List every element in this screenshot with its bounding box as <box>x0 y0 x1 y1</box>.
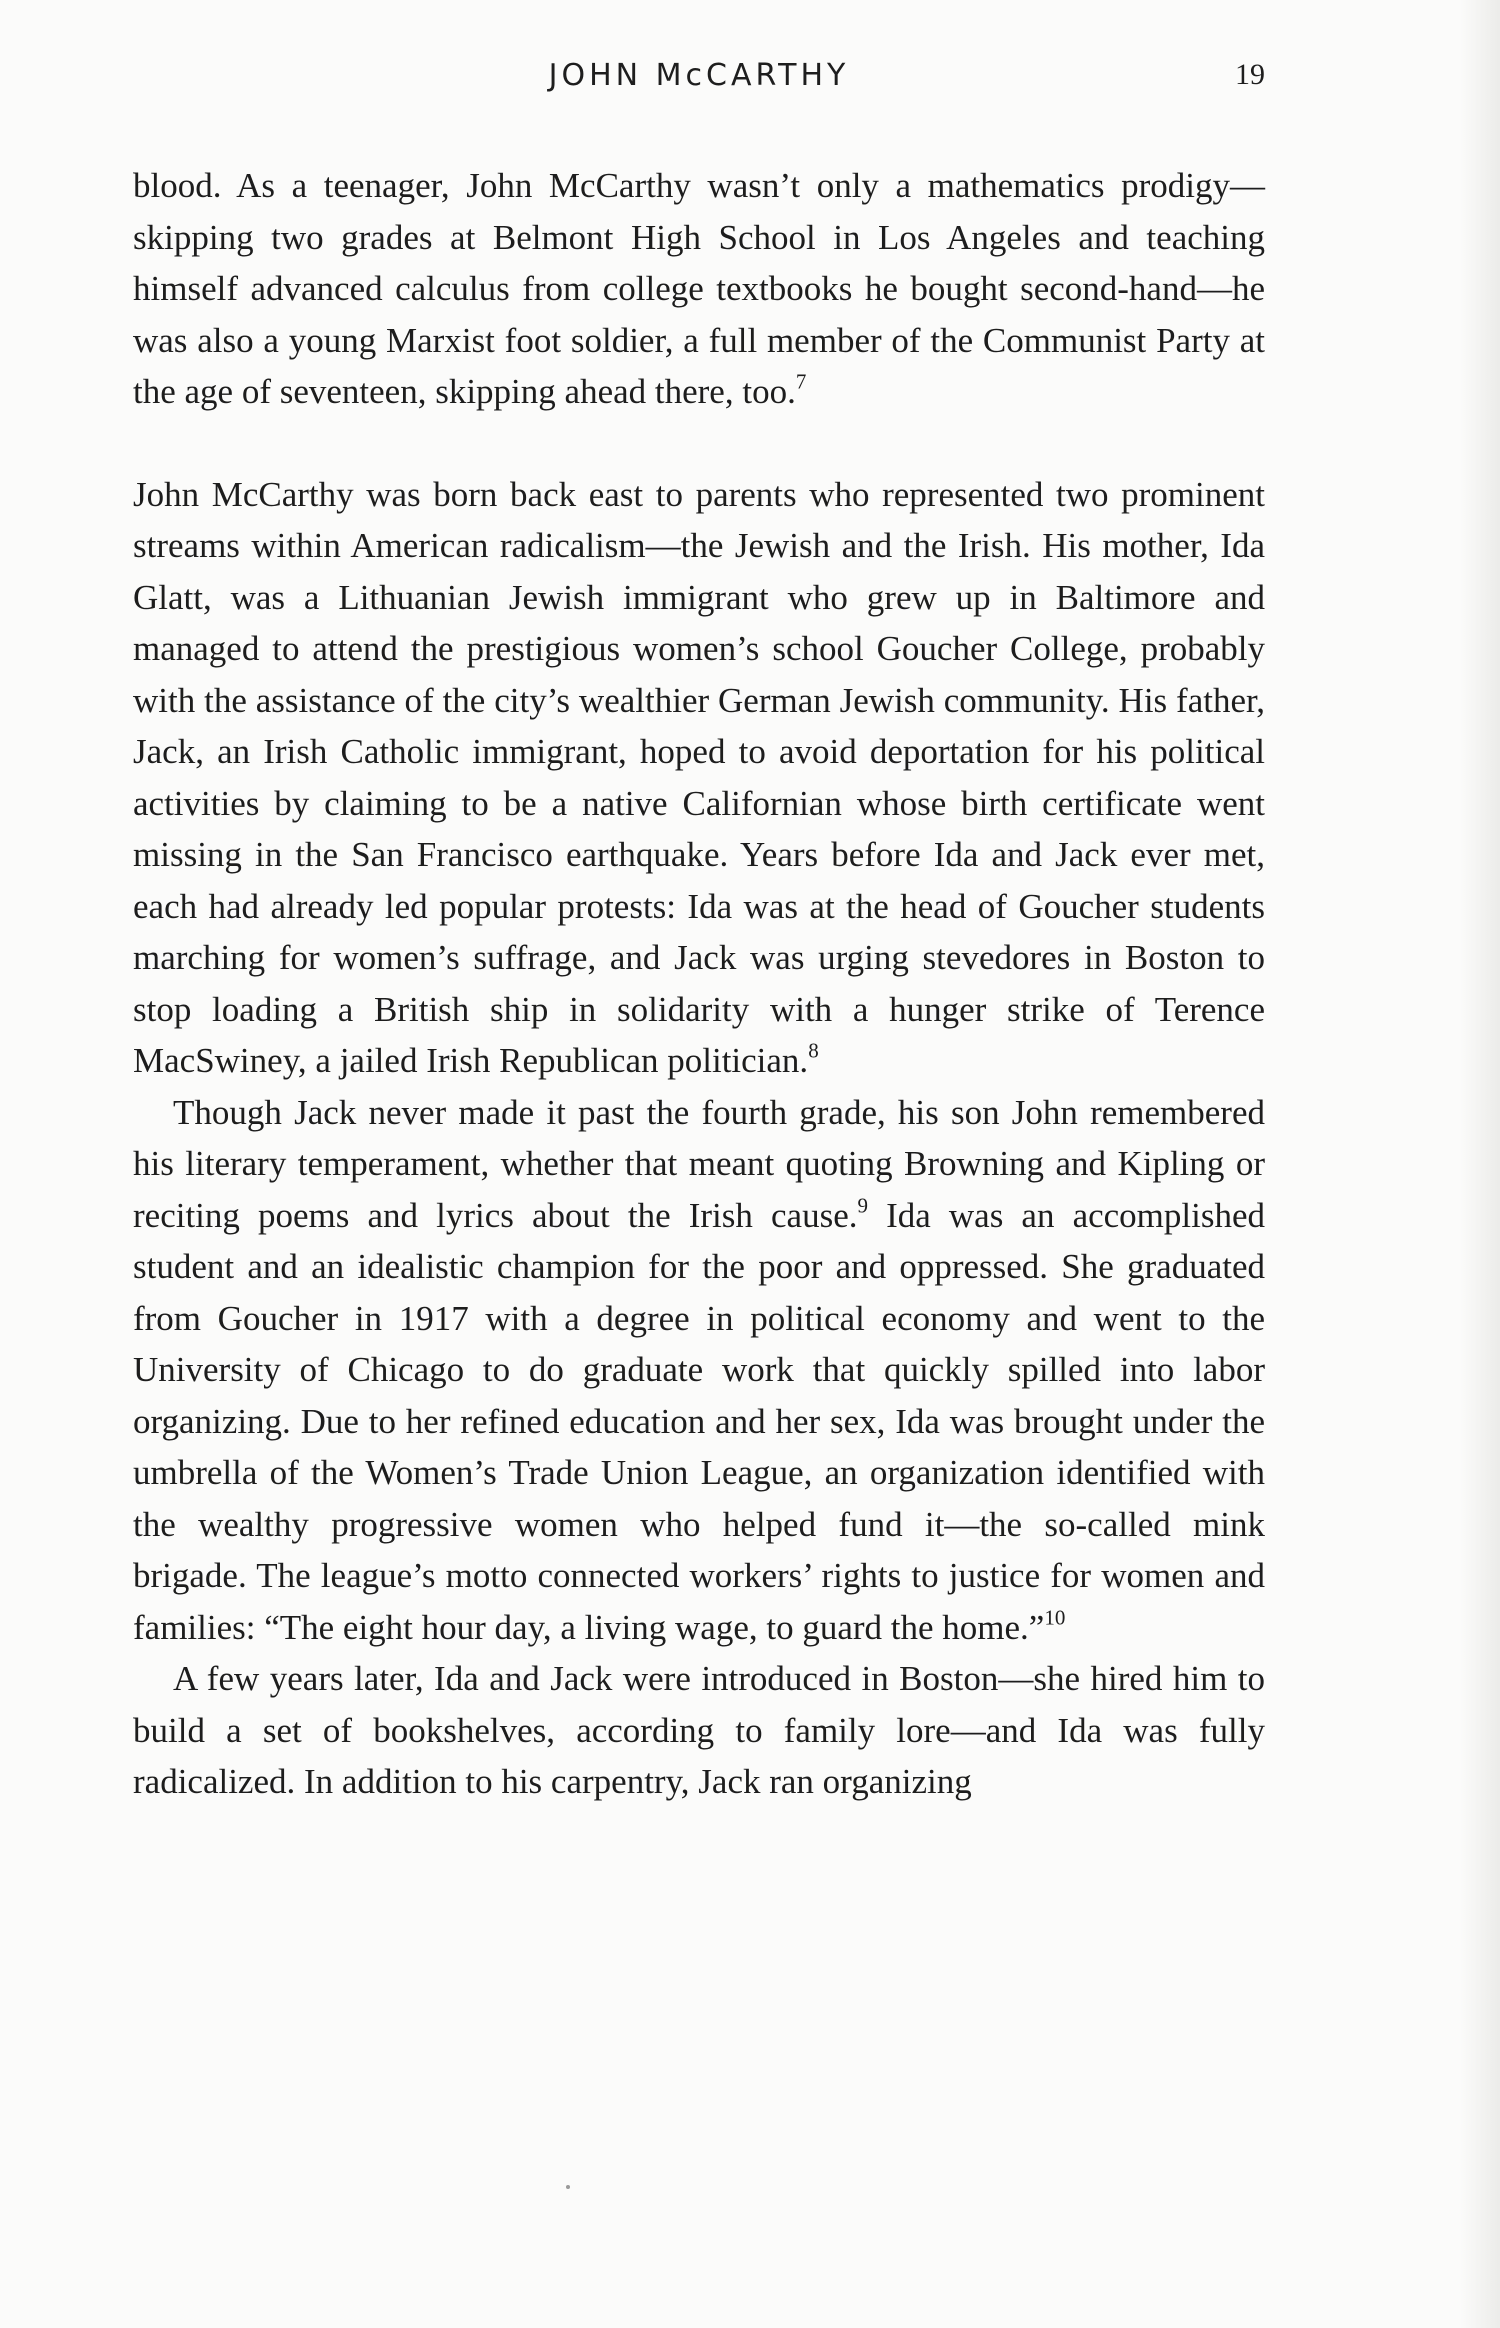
paragraph-2-text: John McCarthy was born back east to parents who represented two prominent streams within American radicalism—the Jewish and the Irish. His mother, Ida Glatt, was a Lithuanian Jewish immigrant who grew up in Baltimore and managed to attend the prestigious women’s school Goucher College, probably with the assistance of the city’s wealthier German Jewish community. His father, Jack, an Irish Catholic immigrant, hoped to avoid deportation for his political activities by claiming to be a native Californian whose birth certificate went missing in the San Francisco earthquake. Years before Ida and Jack ever met, each had already led popular protests: Ida was at the head of Goucher students marching for women’s suffrage, and Jack was urging stevedores in Boston to stop loading a British ship in solidarity with a hunger strike of Terence MacSwiney, a jailed Irish Republican politician. <box>133 474 1265 1080</box>
paragraph-2 <box>133 469 1265 1087</box>
paragraph-4-text: A few years later, Ida and Jack were introduced in Boston—she hired him to build a set of bookshelves, according to family lore—and Ida was fully radicalized. In addition to his carpentry, Jack ran organizing <box>133 1659 1265 1801</box>
page-gutter-shade <box>1460 0 1500 2328</box>
paragraph-1 <box>133 160 1265 418</box>
running-head <box>133 58 1265 108</box>
paragraph-3 <box>133 1087 1265 1654</box>
body-text <box>133 160 1265 1808</box>
paragraph-3-text-b: Ida was an accomplished student and an idealistic champion for the poor and oppressed. She graduated from Goucher in 1917 with a degree in political economy and went to the University of Chicago to do graduate work that quickly spilled into labor organizing. Due to her refined education and her sex, Ida was brought under the umbrella of the Women’s Trade Union League, an organization identified with the wealthy progressive women who helped fund it—the so-called mink brigade. The league’s motto connected workers’ rights to justice for women and families: “The eight hour day, a living wage, to guard the home.” <box>133 1195 1266 1647</box>
paragraph-1-text: blood. As a teenager, John McCarthy wasn’t only a mathematics prodigy—skipping two grades at Belmont High School in Los Angeles and teaching himself advanced calculus from college textbooks he bought second-hand—he was also a young Marxist foot soldier, a full member of the Communist Party at the age of seventeen, skipping ahead there, too. <box>133 166 1265 411</box>
paragraph-4 <box>133 1653 1265 1808</box>
page-number: 19 <box>1235 58 1265 91</box>
footnote-ref-9: 9 <box>857 1192 868 1217</box>
running-title: JOHN McCARTHY <box>548 58 850 93</box>
print-speck <box>566 2185 570 2189</box>
paragraph-3-text-a: Though Jack never made it past the fourth grade, his son John remembered his literary temperament, whether that meant quoting Browning and Kipling or reciting poems and lyrics about the Irish cause. <box>133 1092 1265 1235</box>
footnote-ref-7: 7 <box>795 369 807 394</box>
footnote-ref-8: 8 <box>808 1038 819 1063</box>
footnote-ref-10: 10 <box>1044 1604 1066 1629</box>
